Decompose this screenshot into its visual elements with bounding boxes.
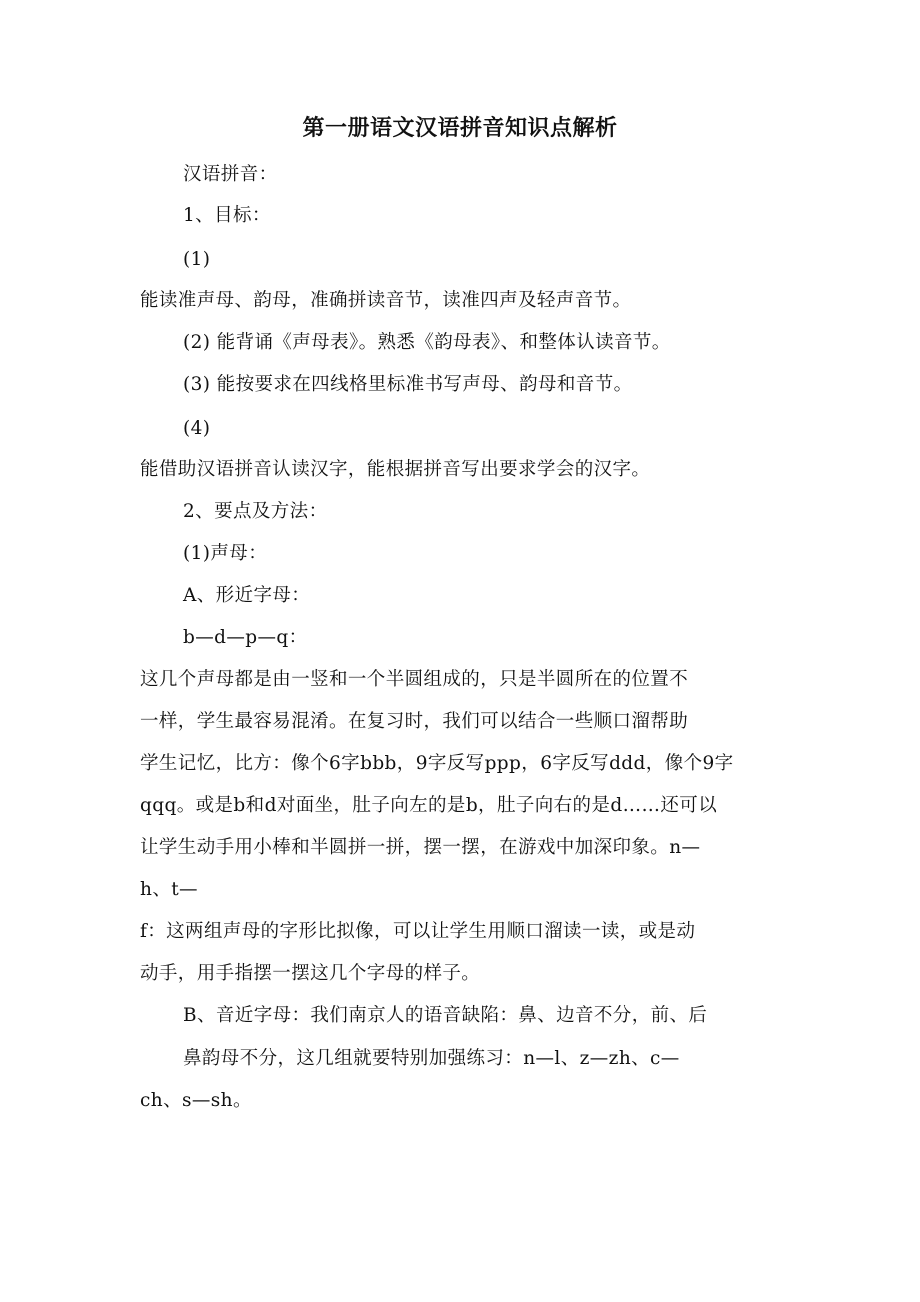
text-line: qqq。或是b和d对面坐，肚子向左的是b，肚子向右的是d……还可以 <box>140 795 718 816</box>
text-line: 动手，用手指摆一摆这几个字母的样子。 <box>140 963 481 984</box>
text-line: b—d—p—q： <box>183 627 308 648</box>
text-line: 1、目标： <box>183 205 271 226</box>
text-line: f：这两组声母的字形比拟像，可以让学生用顺口溜读一读，或是动 <box>140 921 696 942</box>
text-line: (1)声母： <box>183 543 268 564</box>
text-line: ch、s—sh。 <box>140 1090 252 1111</box>
document-title: 第一册语文汉语拼音知识点解析 <box>302 115 618 141</box>
text-line: A、形近字母： <box>183 585 311 606</box>
text-line: (1) <box>183 249 211 270</box>
text-line: 能读准声母、韵母，准确拼读音节，读准四声及轻声音节。 <box>140 290 632 311</box>
text-line: 一样，学生最容易混淆。在复习时，我们可以结合一些顺口溜帮助 <box>140 711 689 732</box>
text-line: 能借助汉语拼音认读汉字，能根据拼音写出要求学会的汉字。 <box>140 459 651 480</box>
text-line: 让学生动手用小棒和半圆拼一拼，摆一摆，在游戏中加深印象。n— <box>140 837 701 858</box>
text-line: 汉语拼音： <box>183 164 278 185</box>
text-line: (2) 能背诵《声母表》。熟悉《韵母表》、和整体认读音节。 <box>183 332 671 353</box>
text-line: 2、要点及方法： <box>183 501 328 522</box>
text-line: 鼻韵母不分，这几组就要特别加强练习：n—l、z—zh、c— <box>183 1048 680 1069</box>
text-line: h、t— <box>140 879 198 900</box>
text-line: (3) 能按要求在四线格里标准书写声母、韵母和音节。 <box>183 374 633 395</box>
text-line: (4) <box>183 418 211 439</box>
text-line: 学生记忆，比方：像个6字bbb，9字反写ppp，6字反写ddd，像个9字 <box>140 753 734 774</box>
text-line: B、音近字母：我们南京人的语音缺陷：鼻、边音不分，前、后 <box>183 1005 708 1026</box>
text-line: 这几个声母都是由一竖和一个半圆组成的，只是半圆所在的位置不 <box>140 669 689 690</box>
